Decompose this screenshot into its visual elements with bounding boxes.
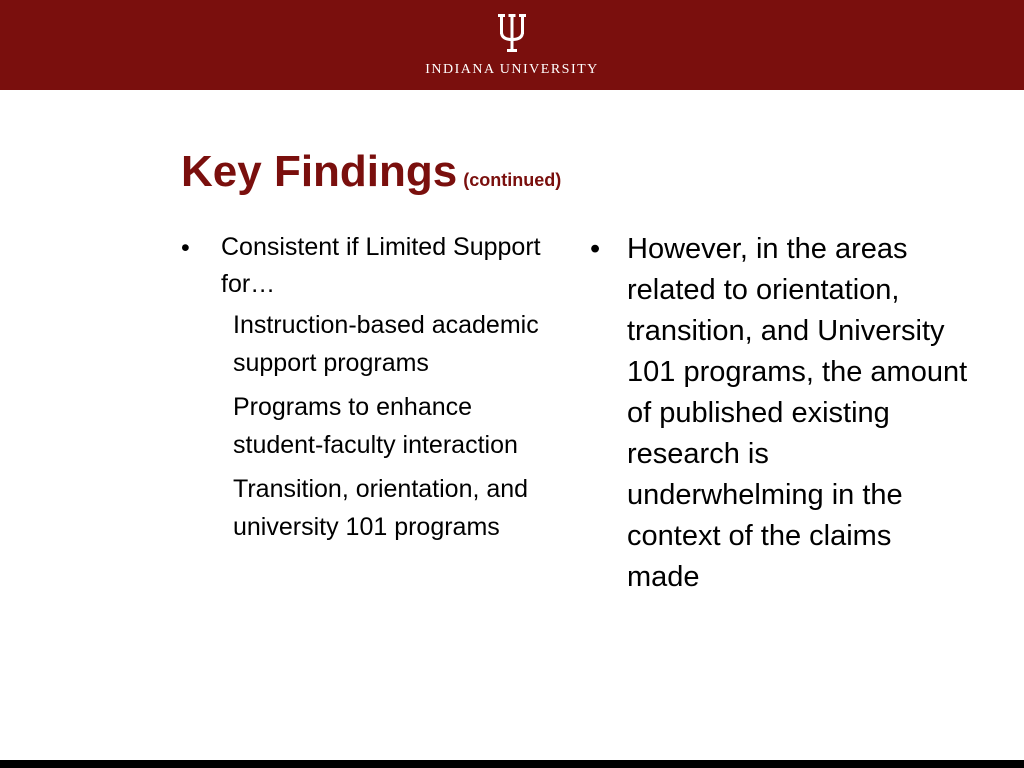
- sub-item-instruction: Instruction-based academic support programs: [233, 311, 539, 377]
- sub-item-transition: Transition, orientation, and university 101 programs: [233, 475, 529, 541]
- university-name: INDIANA UNIVERSITY: [425, 62, 599, 77]
- right-column: [590, 229, 970, 598]
- header-bar: [0, 0, 1024, 90]
- bullet-dot: •: [181, 234, 190, 262]
- left-column: [181, 229, 551, 552]
- iu-trident-icon: [498, 14, 526, 52]
- left-sub-list: [233, 306, 551, 546]
- slide-title-text: Key Findings: [181, 147, 458, 196]
- footer-bar: [0, 760, 1024, 768]
- right-bullet-text: However, in the areas related to orientation, transition, and University 101 programs, the amount of published existing research is underwhelming in the context of the claims made: [627, 233, 968, 593]
- slide-title: [181, 146, 561, 206]
- left-bullet: [181, 229, 551, 303]
- bullet-dot: •: [590, 233, 601, 265]
- slide-subtitle: (continued): [463, 170, 562, 190]
- right-bullet: [590, 229, 970, 598]
- sub-item-student-faculty: Programs to enhance student-faculty interaction: [233, 393, 518, 459]
- left-bullet-text: Consistent if Limited Support for…: [221, 233, 541, 298]
